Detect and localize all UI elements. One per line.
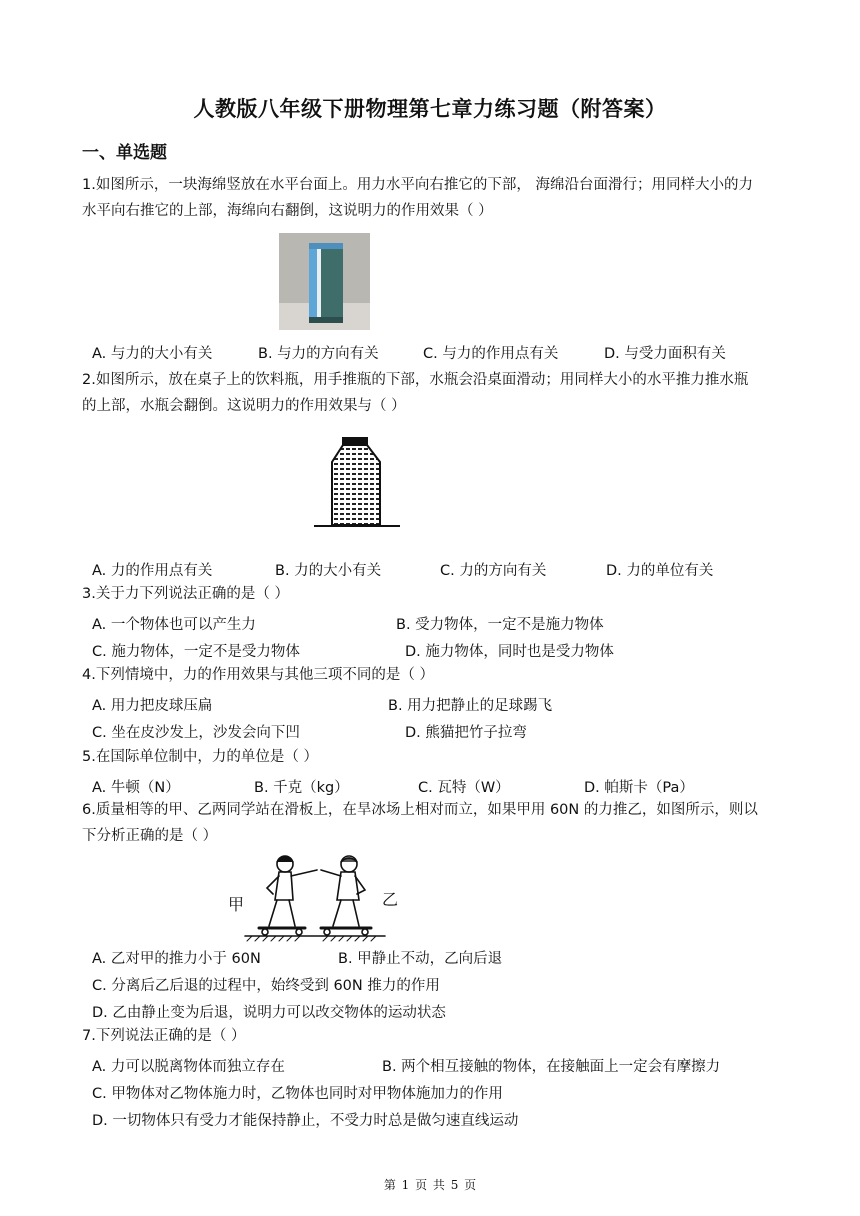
stem-line: 5.在国际单位制中，力的单位是（ ） [82,749,318,765]
q3-option-a[interactable]: A. 一个物体也可以产生力 [92,617,256,633]
stem-line: 1.如图所示，一块海绵竖放在水平台面上。用力水平向右推它的下部， 海绵沿台面滑行；用同样大小的力 [82,177,753,193]
page-title: 人教版八年级下册物理第七章力练习题（附答案） [193,97,667,121]
figure-label-yi: 乙 [382,890,399,909]
q5-option-b[interactable]: B. 千克（kg） [254,780,349,796]
stem-line: 的上部，水瓶会翻倒。这说明力的作用效果与（ ） [82,398,406,414]
q3-option-b[interactable]: B. 受力物体，一定不是施力物体 [396,617,604,633]
question-2-stem [82,367,782,419]
question-3-stem [82,581,782,607]
q2-option-d[interactable]: D. 力的单位有关 [606,563,714,579]
q2-option-b[interactable]: B. 力的大小有关 [275,563,382,579]
q5-option-a[interactable]: A. 牛顿（N） [92,780,180,796]
stem-line: 6.质量相等的甲、乙两同学站在滑板上，在旱冰场上相对而立，如果甲用 60N 的力推乙，如图所示，则以 [82,802,758,818]
q1-option-a[interactable]: A. 与力的大小有关 [92,346,213,362]
q7-option-c[interactable]: C. 甲物体对乙物体施力时，乙物体也同时对甲物体施加力的作用 [92,1086,503,1102]
question-4-stem [82,662,782,688]
q1-option-d[interactable]: D. 与受力面积有关 [604,346,726,362]
q6-option-b[interactable]: B. 甲静止不动，乙向后退 [338,951,503,967]
q4-option-d[interactable]: D. 熊猫把竹子拉弯 [405,725,527,741]
stem-line: 下分析正确的是（ ） [82,828,218,844]
stem-line: 7.下列说法正确的是（ ） [82,1028,246,1044]
stem-line: 2.如图所示，放在桌子上的饮料瓶，用手推瓶的下部，水瓶会沿桌面滑动；用同样大小的水平推力推水瓶 [82,372,749,388]
question-7-stem [82,1023,782,1049]
q6-option-d[interactable]: D. 乙由静止变为后退，说明力可以改交物体的运动状态 [92,1005,446,1021]
q1-option-c[interactable]: C. 与力的作用点有关 [423,346,559,362]
q6-option-c[interactable]: C. 分离后乙后退的过程中，始终受到 60N 推力的作用 [92,978,440,994]
q6-option-a[interactable]: A. 乙对甲的推力小于 60N [92,951,261,967]
q3-option-d[interactable]: D. 施力物体，同时也是受力物体 [405,644,614,660]
stem-line: 4.下列情境中，力的作用效果与其他三项不同的是（ ） [82,667,434,683]
question-5-stem [82,744,782,770]
q7-option-d[interactable]: D. 一切物体只有受力才能保持静止，不受力时总是做匀速直线运动 [92,1113,519,1129]
skaters-figure [225,852,400,942]
q2-option-c[interactable]: C. 力的方向有关 [440,563,547,579]
stem-line: 3.关于力下列说法正确的是（ ） [82,586,289,602]
sponge-figure [279,233,370,330]
q3-option-c[interactable]: C. 施力物体，一定不是受力物体 [92,644,300,660]
q7-option-b[interactable]: B. 两个相互接触的物体，在接触面上一定会有摩擦力 [382,1059,721,1075]
q2-option-a[interactable]: A. 力的作用点有关 [92,563,213,579]
question-1-stem [82,172,782,224]
question-6-stem [82,797,782,849]
q1-option-b[interactable]: B. 与力的方向有关 [258,346,379,362]
stem-line: 水平向右推它的上部，海绵向右翻倒，这说明力的作用效果（ ） [82,203,493,219]
q4-option-b[interactable]: B. 用力把静止的足球踢飞 [388,698,553,714]
page-footer: 第 1 页 共 5 页 [383,1178,477,1192]
bottle-figure [310,432,402,532]
q5-option-c[interactable]: C. 瓦特（W） [418,780,510,796]
q5-option-d[interactable]: D. 帕斯卡（Pa） [584,780,694,796]
figure-label-jia: 甲 [228,895,245,914]
q7-option-a[interactable]: A. 力可以脱离物体而独立存在 [92,1059,285,1075]
section-heading: 一、单选题 [82,143,167,163]
q4-option-c[interactable]: C. 坐在皮沙发上，沙发会向下凹 [92,725,300,741]
q4-option-a[interactable]: A. 用力把皮球压扁 [92,698,213,714]
